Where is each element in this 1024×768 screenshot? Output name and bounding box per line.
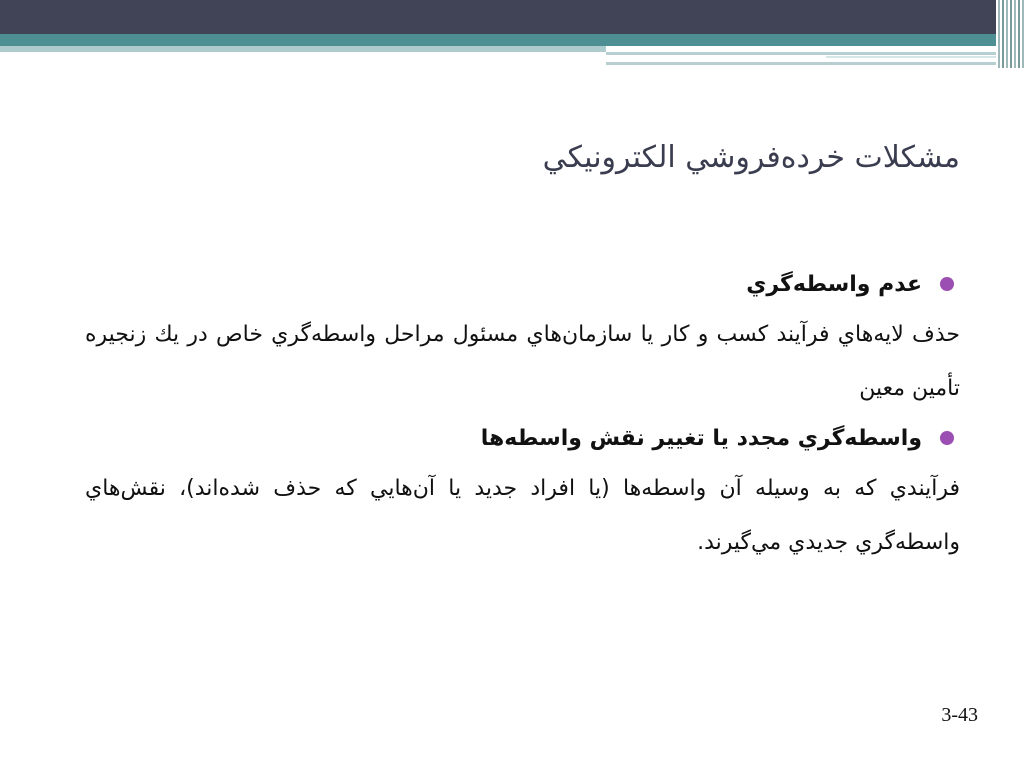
bullet-paragraph: فرآيندي كه به وسيله آن واسطه‌ها (يا افراد جديد يا آن‌هايي كه حذف شده‌اند)، نقش‌هاي واسطه‌گري جديدي مي‌گيرند. bbox=[85, 476, 960, 555]
bullet-item bbox=[85, 262, 960, 308]
slide-content bbox=[85, 262, 960, 570]
header-accent-line bbox=[826, 56, 996, 58]
bullet-dot-icon bbox=[940, 277, 954, 291]
bullet-paragraph: حذف لايه‌هاي فرآيند كسب و كار يا سازمان‌هاي مسئول مراحل واسطه‌گري خاص در يك زنجيره تأمين معين bbox=[85, 322, 960, 401]
bullet-item bbox=[85, 416, 960, 462]
header-accent-line bbox=[606, 52, 996, 55]
header-dark-bar bbox=[0, 0, 1024, 34]
slide-title: مشكلات خرده‌فروشي الكترونيكي bbox=[542, 140, 960, 175]
bullet-dot-icon bbox=[940, 431, 954, 445]
header-teal-band bbox=[0, 34, 1024, 46]
bullet-heading: عدم واسطه‌گري bbox=[746, 272, 922, 297]
header-accent-line bbox=[606, 62, 996, 65]
page-number: 3-43 bbox=[941, 704, 978, 726]
bullet-heading: واسطه‌گري مجدد يا تغيير نقش واسطه‌ها bbox=[480, 426, 922, 451]
header-stripes bbox=[996, 0, 1024, 68]
